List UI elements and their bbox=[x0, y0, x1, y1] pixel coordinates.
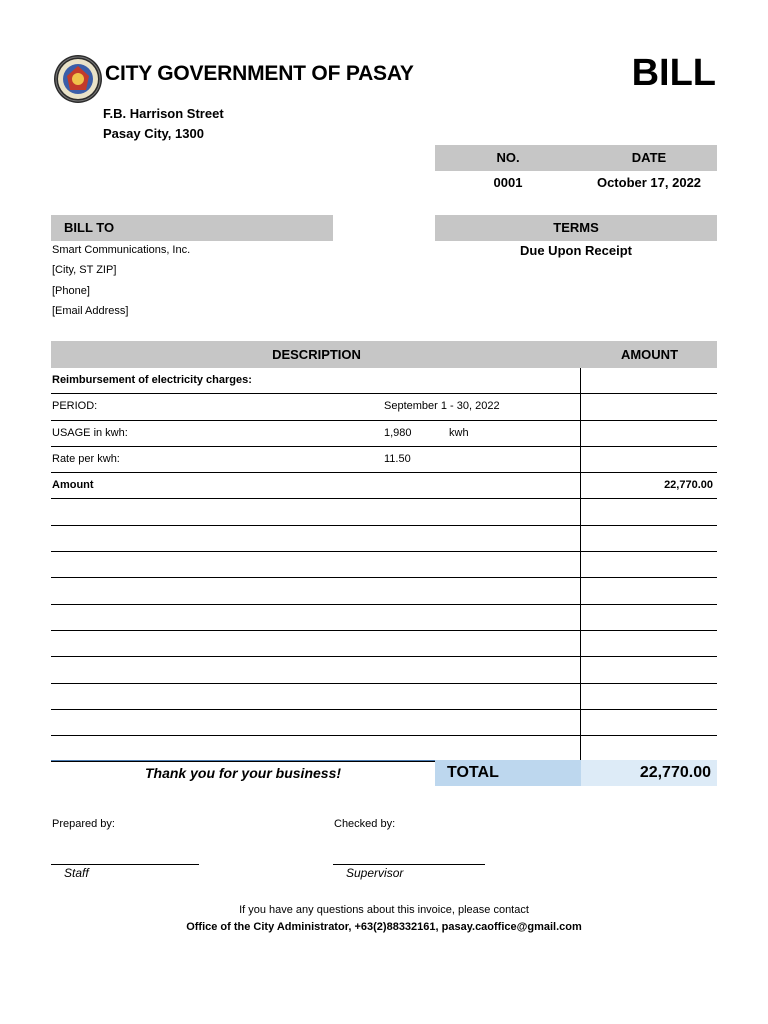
bill-to-header: BILL TO bbox=[51, 215, 333, 241]
column-divider bbox=[580, 368, 581, 760]
terms-value: Due Upon Receipt bbox=[520, 243, 632, 258]
table-row bbox=[51, 736, 717, 762]
checked-by-label: Checked by: bbox=[334, 818, 396, 830]
row-detail: 11.50 bbox=[384, 452, 411, 465]
table-row bbox=[51, 368, 717, 394]
organization-name: CITY GOVERNMENT OF PASAY bbox=[105, 62, 414, 85]
terms-header: TERMS bbox=[435, 215, 717, 241]
invoice-no-header: NO. bbox=[435, 145, 581, 171]
footer-contact-prompt: If you have any questions about this invoice, please contact bbox=[239, 904, 529, 916]
total-value: 22,770.00 bbox=[581, 760, 717, 786]
table-row bbox=[51, 447, 717, 473]
row-detail: September 1 - 30, 2022 bbox=[384, 400, 500, 413]
row-unit: kwh bbox=[449, 426, 469, 439]
row-description: Amount bbox=[52, 479, 94, 492]
table-row bbox=[51, 710, 717, 736]
table-row bbox=[51, 552, 717, 578]
row-description: Rate per kwh: bbox=[52, 452, 120, 465]
description-header: DESCRIPTION bbox=[272, 347, 361, 362]
bill-to-city: [City, ST ZIP] bbox=[52, 264, 117, 276]
items-table bbox=[51, 341, 717, 762]
row-description: USAGE in kwh: bbox=[52, 426, 128, 439]
table-row bbox=[51, 499, 717, 525]
table-row bbox=[51, 605, 717, 631]
items-table-header bbox=[51, 341, 717, 368]
table-row bbox=[51, 421, 717, 447]
invoice-date-header: DATE bbox=[581, 145, 717, 171]
city-seal-icon bbox=[53, 54, 103, 104]
invoice-date-value: October 17, 2022 bbox=[596, 175, 702, 190]
table-row bbox=[51, 473, 717, 499]
address-street: F.B. Harrison Street bbox=[103, 106, 224, 121]
table-row bbox=[51, 394, 717, 420]
row-description: PERIOD: bbox=[52, 400, 98, 413]
row-amount: 22,770.00 bbox=[664, 479, 713, 492]
table-row bbox=[51, 526, 717, 552]
invoice-no-value: 0001 bbox=[493, 175, 523, 190]
table-row bbox=[51, 578, 717, 604]
amount-header: AMOUNT bbox=[620, 347, 679, 362]
thank-you-note: Thank you for your business! bbox=[144, 765, 342, 781]
prepared-by-label: Prepared by: bbox=[52, 818, 115, 830]
row-description: Reimbursement of electricity charges: bbox=[52, 374, 252, 386]
table-row bbox=[51, 657, 717, 683]
bill-to-phone: [Phone] bbox=[52, 285, 90, 297]
prepared-signature-line bbox=[51, 864, 199, 865]
bill-to-email: [Email Address] bbox=[52, 305, 129, 317]
row-detail: 1,980 bbox=[384, 426, 412, 439]
prepared-by-name: Staff bbox=[64, 866, 89, 880]
footer-contact-details: Office of the City Administrator, +63(2)88332161, pasay.caoffice@gmail.com bbox=[186, 921, 582, 933]
document-title: BILL bbox=[631, 52, 716, 94]
checked-signature-line bbox=[333, 864, 485, 865]
items-table-body bbox=[51, 368, 717, 762]
table-row bbox=[51, 684, 717, 710]
total-label: TOTAL bbox=[435, 760, 581, 786]
address-city: Pasay City, 1300 bbox=[103, 126, 204, 141]
bill-to-company: Smart Communications, Inc. bbox=[52, 244, 191, 256]
table-row bbox=[51, 631, 717, 657]
checked-by-name: Supervisor bbox=[346, 866, 404, 880]
